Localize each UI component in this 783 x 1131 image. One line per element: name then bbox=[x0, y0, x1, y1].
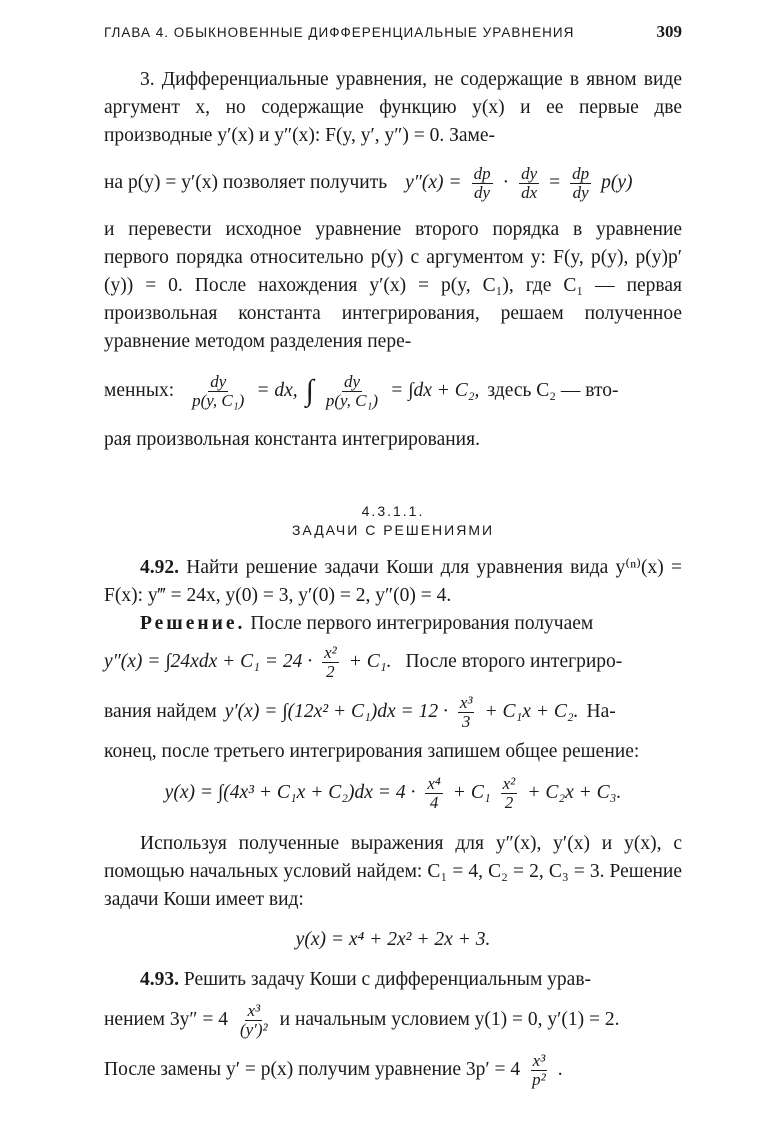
paragraph-continuation: и перевести исходное уравнение второго порядка в уравнение первого порядка относительно p(y) с аргументом y: F(y, p(y), p(y)p′(y)) = 0. После нахождения y′(x) = p(y, C₁), где C₁ — первая произвольная константа интегрирования, решаем полученное уравнение методом разделения пере- bbox=[104, 219, 682, 352]
section-title: ЗАДАЧИ С РЕШЕНИЯМИ bbox=[291, 522, 495, 538]
problem-text: Решить задачу Коши с дифференциальным урав- bbox=[183, 969, 592, 990]
frac-denominator: (y′)² bbox=[239, 1019, 268, 1039]
line-text-end: и начальным условием y(1) = 0, y′(1) = 2. bbox=[279, 1009, 620, 1030]
solution-text: После первого интегрирования получаем bbox=[250, 613, 594, 634]
frac-numerator: x³ bbox=[532, 1050, 546, 1070]
frac-denominator: dy bbox=[572, 182, 589, 202]
dot-operator: · bbox=[502, 172, 510, 193]
integral-sign: ∫ bbox=[305, 374, 314, 407]
fraction-dp-dy-2 bbox=[570, 165, 591, 202]
line-text-end: На- bbox=[586, 701, 616, 722]
frac-numerator: x⁴ bbox=[427, 773, 441, 793]
equation-substitution-4-93 bbox=[104, 1046, 682, 1094]
frac-denominator: 4 bbox=[429, 792, 439, 812]
frac-denominator: 3 bbox=[461, 711, 471, 731]
fraction-dp-dy bbox=[472, 165, 493, 202]
problem-label: 4.93. bbox=[140, 969, 179, 990]
section-number: 4.3.1.1. bbox=[361, 503, 425, 519]
eq-left: y(x) = ∫(4x³ + C₁x + C₂)dx = 4 · bbox=[164, 782, 416, 803]
eq-mid: + C₁ bbox=[452, 782, 491, 803]
eq-left: y′(x) = ∫(12x² + C₁)dx = 12 · bbox=[224, 701, 448, 722]
page-number: 309 bbox=[656, 22, 682, 41]
frac-denominator: p(y, C₁) bbox=[325, 390, 379, 410]
fraction-x3-p2 bbox=[530, 1052, 548, 1089]
frac-numerator: dp bbox=[572, 163, 590, 183]
equation-line-separation bbox=[104, 364, 682, 418]
eq-lhs: y″(x) = bbox=[405, 172, 462, 193]
eq-rhs: p(y) bbox=[601, 172, 633, 193]
solution-constants: Используя полученные выражения для y″(x), y′(x) и y(x), с помощью начальных условий найдем: C₁ = 4, C₂ = 2, C₃ = 3. Решение задачи Коши имеет вид: bbox=[104, 833, 682, 910]
eq-right: + C₂x + C₃. bbox=[527, 782, 622, 803]
paragraph-case-3: 3. Дифференциальные уравнения, не содержащие в явном виде аргумент x, но содержащие функцию y(x) и ее первые две производные y′(x) и y″(x): F(y, y′, y″) = 0. Заме- bbox=[104, 69, 682, 146]
line-text: менных: bbox=[104, 380, 175, 401]
line-text: После второго интегриро- bbox=[405, 651, 623, 672]
eq-left: y″(x) = ∫24xdx + C₁ = 24 · bbox=[104, 651, 313, 672]
fraction-x2-2b bbox=[501, 775, 518, 812]
eq-right: + C₁. bbox=[348, 651, 392, 672]
problem-label: 4.92. bbox=[140, 557, 179, 578]
section-heading bbox=[104, 502, 682, 540]
frac-numerator: dp bbox=[473, 163, 491, 183]
problem-4-92 bbox=[104, 554, 682, 610]
frac-numerator: x² bbox=[324, 642, 337, 662]
line-text-end: здесь C₂ — вто- bbox=[487, 380, 619, 401]
frac-numerator: dy bbox=[521, 163, 538, 183]
fraction-dy-dx bbox=[519, 165, 539, 202]
equation-second-integration bbox=[104, 686, 682, 738]
frac-numerator: x² bbox=[502, 773, 516, 793]
frac-denominator: dx bbox=[521, 182, 538, 202]
line-text-end: . bbox=[557, 1059, 563, 1080]
paragraph-end: рая произвольная константа интегрирования. bbox=[104, 429, 480, 450]
frac-denominator: dy bbox=[474, 182, 491, 202]
frac-denominator: 2 bbox=[504, 792, 514, 812]
eq-right: + C₁x + C₂. bbox=[484, 701, 579, 722]
fraction-x3-yprime2 bbox=[238, 1002, 270, 1039]
line-text: на p(y) = y′(x) позволяет получить bbox=[104, 172, 388, 193]
equation-line-substitution bbox=[104, 156, 682, 210]
problem-4-93 bbox=[104, 966, 682, 994]
running-header bbox=[104, 22, 682, 44]
fraction-x4-4 bbox=[425, 775, 442, 812]
equation-first-integration bbox=[104, 638, 682, 686]
equation-general-solution bbox=[104, 766, 682, 820]
frac-numerator: x³ bbox=[247, 1000, 261, 1020]
eq-rhs: = ∫dx + C₂, bbox=[390, 380, 480, 401]
equation-problem-4-93 bbox=[104, 994, 682, 1046]
equals-sign: = bbox=[549, 172, 561, 193]
solution-label: Решение. bbox=[140, 613, 246, 634]
fraction-x3-3 bbox=[458, 694, 475, 731]
problem-text: Найти решение задачи Коши для уравнения вида y⁽ⁿ⁾(x) = F(x): y‴ = 24x, y(0) = 3, y′(0) = 2, y″(0) = 4. bbox=[104, 557, 683, 606]
frac-denominator: p(y, C₁) bbox=[192, 390, 245, 410]
frac-numerator: dy bbox=[210, 371, 227, 391]
fraction-integral bbox=[324, 373, 380, 410]
line-text: вания найдем bbox=[104, 701, 217, 722]
frac-numerator: x³ bbox=[459, 692, 473, 712]
line-text: нением 3y″ = 4 bbox=[104, 1009, 228, 1030]
frac-denominator: 2 bbox=[326, 661, 335, 681]
fraction-separation bbox=[190, 373, 246, 410]
line-text: После замены y′ = p(x) получим уравнение 3p′ = 4 bbox=[104, 1059, 521, 1080]
solution-intro bbox=[104, 610, 682, 638]
frac-denominator: p² bbox=[532, 1069, 546, 1089]
chapter-title: ГЛАВА 4. ОБЫКНОВЕННЫЕ ДИФФЕРЕНЦИАЛЬНЫЕ УРАВНЕНИЯ bbox=[104, 25, 575, 40]
fraction-x2-2 bbox=[322, 644, 339, 681]
eq-rhs: = dx, bbox=[256, 380, 298, 401]
page bbox=[104, 22, 682, 1094]
cauchy-solution: y(x) = x⁴ + 2x² + 2x + 3. bbox=[295, 929, 491, 950]
solution-text-general: конец, после третьего интегрирования запишем общее решение: bbox=[104, 741, 640, 762]
frac-numerator: dy bbox=[343, 371, 360, 391]
